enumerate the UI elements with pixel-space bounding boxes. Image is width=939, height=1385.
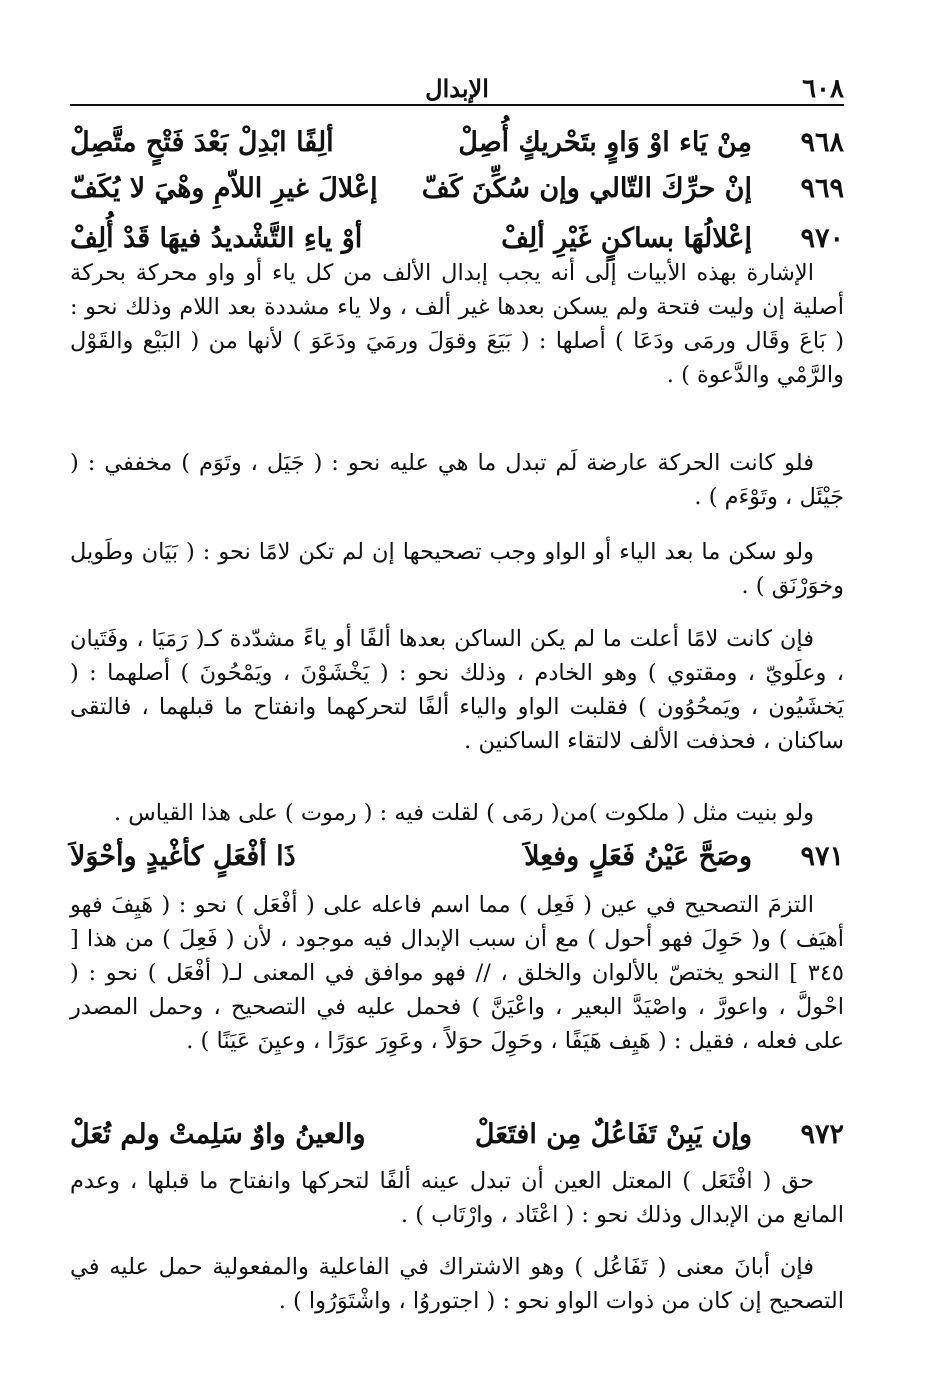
commentary-paragraph: الإشارة بهذه الأبيات إلى أنه يجب إبدال الألف من كل ياء أو واو محركة بحركة أصلية إن وليت فتحة ولم يسكن بعدها غير ألف ، ولا ياء مشددة بعد اللام وذلك نحو : ( بَاعَ وقَال ورمَى ودَعَا ) أصلها : ( بَيَعَ وقوَلَ ورمَيَ ودَعَوَ ) لأنها من ( البَيْع والقَوْل والرَّمْي والدَّعوة ) . [70,260,844,388]
verse-first-hemistich: وإن يَبِنْ تَفَاعُلٌ مِن افتَعَلْ [474,1119,752,1150]
verse-number: ٩٧٠ [800,223,844,254]
commentary-paragraph: ولو سكن ما بعد الياء أو الواو وجب تصحيحها إن لم تكن لامًا نحو : ( بَيَان وطَويل وخوَرْنَق ) . [70,539,844,599]
commentary-paragraph: فلو كانت الحركة عارضة لَم تبدل ما هي عليه نحو : ( جَيَل ، وتَوَم ) مخففي : ( جَيْئَل ، وتَوْءَم ) . [70,450,844,510]
verse-number: ٩٧٢ [800,1119,844,1150]
verse-first-hemistich: إنْ حرِّكَ التّالي وإن سُكِّنَ كَفّ [421,173,752,204]
commentary-paragraph: التزمَ التصحيح في عين ( فَعِل ) مما اسم فاعله على ( أفْعَل ) نحو : ( هَيِفَ فهو أهيَف ) و( حَوِلَ فهو أحول ) مع أن سبب الإبدال فيه موجود ، لأن ( فَعِلَ ) من هذا [ ٣٤٥ ] النحو يختصّ بالألوان والخلق ، // فهو موافق في المعنى لـ( أفْعَل ) نحو : ( احْولَّ ، واعورَّ ، واصْيَدَّ البعير ، واعْيَنَّ ) فحمل عليه في التصحيح ، وحمل المصدر على فعله ، فقيل : ( هَيِف هَيَفًا ، وحَوِلَ حوَلاً ، وعَوِرَ عوَرًا ، وعيِنَ عَيَنًا ) . [70,892,844,1054]
verse-968 [70,120,844,166]
verse-first-hemistich: إعْلالُهَا بساكنٍ غَيْرِ ألِفْ [501,223,752,254]
running-title: الإبدال [425,74,489,103]
verse-second-hemistich: ذَا أفْعَلٍ كأغْيدٍ وأحْوَلاَ [70,841,296,872]
verse-first-hemistich: مِنْ يَاء اوْ وَاوٍ بتَحْريكٍ أُصِلْ [458,127,752,158]
verse-number: ٩٧١ [800,841,844,872]
commentary-paragraph: فإن أبانَ معنى ( تَفَاعُل ) وهو الاشتراك في الفاعلية والمفعولية حمل عليه في التصحيح إن كان من ذوات الواو نحو : ( اجتوروُا ، واشْتَوَرُوا ) . [70,1254,844,1314]
verse-second-hemistich: إعْلالَ غيرِ اللاّمِ وهْيَ لا يُكَفّ [70,173,378,204]
verse-number: ٩٦٩ [800,173,844,204]
page-number: ٦٠٨ [802,74,844,104]
verse-first-hemistich: وصَحَّ عَيْنُ فَعَلٍ وفعِلاَ [524,841,752,872]
verse-second-hemistich: أوْ ياءِ التَّشْديدُ فيهَا قَدْ أُلِفْ [70,223,363,254]
verse-971 [70,834,844,880]
verse-972 [70,1112,844,1158]
commentary-paragraph: حق ( افْتَعَل ) المعتل العين أن تبدل عينه ألفًا لتحركها وانفتاح ما قبلها ، وعدم المانع من الإبدال وذلك نحو : ( اعْتَاد ، وارْتَاب ) . [70,1168,844,1228]
commentary-paragraph: فإن كانت لامًا أعلت ما لم يكن الساكن بعدها ألفًا أو ياءً مشدّدة كـ( رَمَيَا ، وفَتَيان ، وعلَويّ ، ومقتوي ) وهو الخادم ، وذلك نحو : ( يَخْشَوْنَ ، ويَمْحُونَ ) أصلهما : ( يَخشَيُون ، ويَمحُوُون ) فقلبت الواو والياء ألفًا لتحركهما وانفتاح ما قبلهما ، فالتقى ساكنان ، فحذفت الألف لالتقاء الساكنين . [70,626,844,754]
commentary-paragraph: ولو بنيت مثل ( ملكوت )من( رمَى ) لقلت فيه : ( رموت ) على هذا القياس . [114,800,814,826]
verse-969 [70,166,844,212]
verse-number: ٩٦٨ [800,127,844,158]
verse-second-hemistich: والعينُ واوٌ سَلِمتْ ولم تُعَلْ [70,1119,366,1150]
verse-second-hemistich: ألِفًا ابْدِلْ بَعْدَ فَتْحٍ متَّصِلْ [70,127,334,158]
page-header [70,74,844,106]
